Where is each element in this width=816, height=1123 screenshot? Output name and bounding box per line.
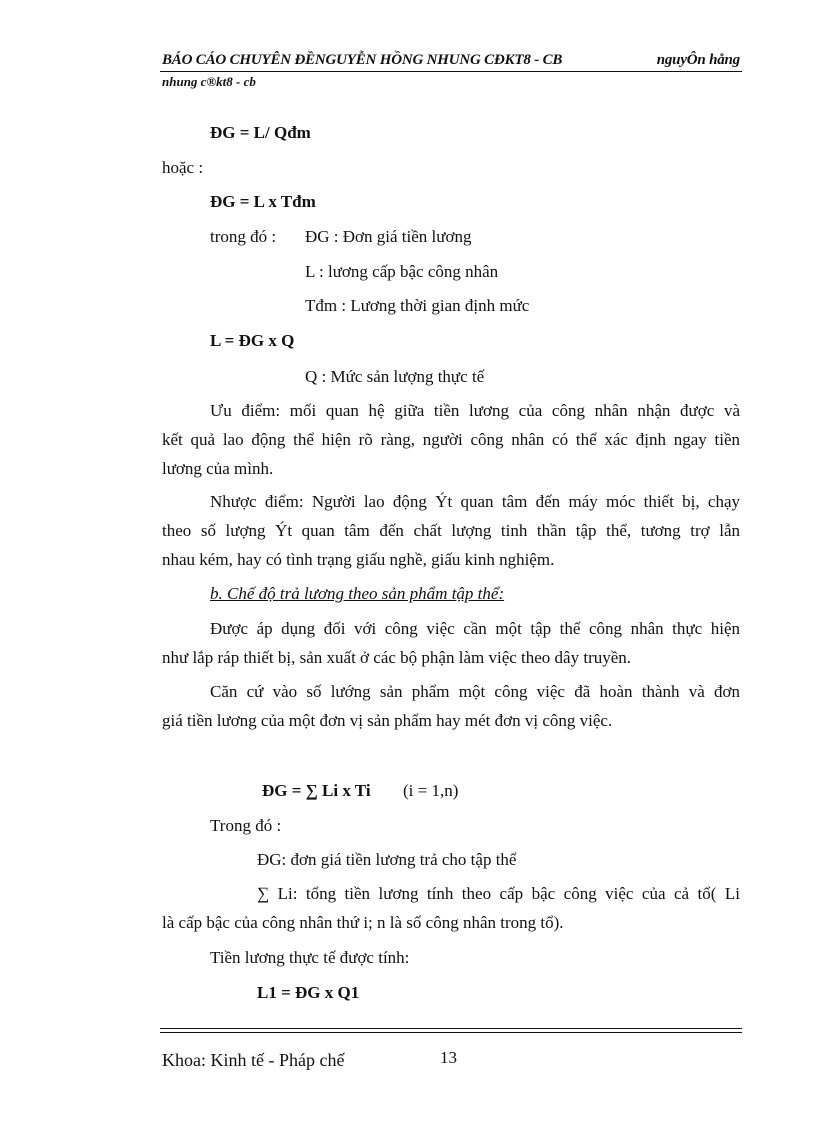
section-heading-b: b. Chế độ trả lương theo sản phẩm tập thể:	[210, 584, 505, 603]
footer-rule-bottom	[160, 1032, 742, 1033]
label-trong-do: trong đó :	[210, 227, 277, 246]
disadvantage-line-1: Nhược điểm: Người lao động Ýt quan tâm đến máy móc thiết bị, chạy	[210, 492, 740, 511]
header-title	[162, 52, 740, 69]
apply-line-2: như lắp ráp thiết bị, sản xuất ở các bộ phận làm việc theo dây truyền.	[162, 648, 632, 667]
header-author: nguyÔn hång	[656, 52, 740, 68]
definition-q: Q : Mức sản lượng thực tế	[305, 367, 485, 386]
footer-rule-top	[160, 1028, 742, 1029]
page-number: 13	[440, 1048, 457, 1067]
header-rule	[160, 71, 742, 72]
advantage-line-3: lương của mình.	[162, 459, 274, 478]
formula-dg-sum: ĐG = ∑ Li x Ti	[262, 781, 371, 800]
definition-dg: ĐG : Đơn giá tiền lương	[305, 227, 472, 246]
header-title-text: BÁO CÁO CHUYÊN ĐỀNGUYỄN HỒNG NHUNG CĐKT8 - CB	[162, 52, 563, 68]
basis-line-2: giá tiền lương của một đơn vị sản phẩm hay mét đơn vị công việc.	[162, 711, 613, 730]
disadvantage-line-3: nhau kém, hay có tình trạng giấu nghề, giấu kinh nghiệm.	[162, 550, 555, 569]
actual-wage-text: Tiền lương thực tế được tính:	[210, 948, 410, 967]
label-trong-do-2: Trong đó :	[210, 816, 282, 835]
formula-l1: L1 = ĐG x Q1	[257, 983, 360, 1002]
advantage-line-1: Ưu điểm: mối quan hệ giữa tiền lương của công nhân nhận được và	[210, 401, 740, 420]
formula-l-dg-q: L = ĐG x Q	[210, 331, 295, 350]
definition-sum-li-line-1: ∑ Li: tổng tiền lương tính theo cấp bậc công việc của cả tổ( Li	[257, 884, 740, 903]
header-subtitle: nhung c®kt8 - cb	[162, 74, 256, 89]
formula-dg-l-qdm: ĐG = L/ Qđm	[210, 123, 311, 142]
disadvantage-line-2: theo số lượng Ýt quan tâm đến chất lượng tinh thần tập thể, tương trợ lẫn	[162, 521, 740, 540]
basis-line-1: Căn cứ vào số lướng sản phẩm một công việc đã hoàn thành và đơn	[210, 682, 740, 701]
apply-line-1: Được áp dụng đối với công việc cần một tập thể công nhân thực hiện	[210, 619, 740, 638]
formula-dg-l-tdm: ĐG = L x Tđm	[210, 192, 316, 211]
definition-tdm: Tđm : Lương thời gian định mức	[305, 296, 530, 315]
formula-range: (i = 1,n)	[403, 781, 459, 800]
definition-l: L : lương cấp bậc công nhân	[305, 262, 499, 281]
definition-sum-li-line-2: là cấp bậc của công nhân thứ i; n là số công nhân trong tổ).	[162, 913, 564, 932]
footer-faculty: Khoa: Kinh tế - Pháp chế	[162, 1050, 345, 1070]
text-hoac: hoặc :	[162, 158, 204, 177]
definition-dg-collective: ĐG: đơn giá tiền lương trả cho tập thể	[257, 850, 517, 869]
advantage-line-2: kết quả lao động thể hiện rõ ràng, người công nhân có thể xác định ngay tiền	[162, 430, 740, 449]
